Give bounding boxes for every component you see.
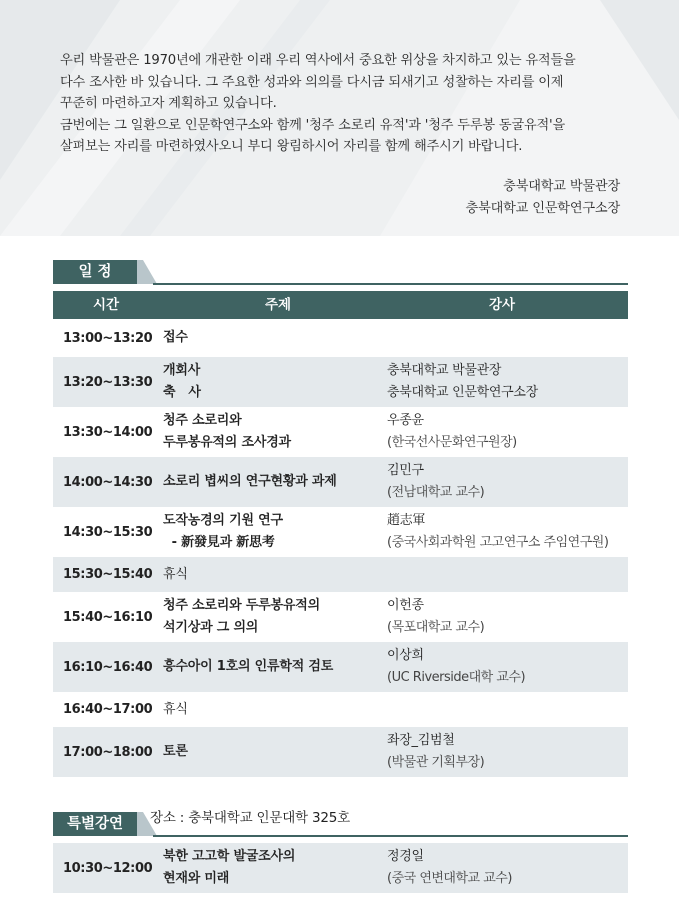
row-speaker — [387, 407, 517, 457]
row-time: 13:00~13:20 — [63, 330, 153, 346]
speaker-line: 충북대학교 인문학연구소장 — [387, 385, 538, 400]
table-row — [53, 319, 628, 357]
topic-line: 휴식 — [163, 701, 188, 717]
header-topic: 주제 — [265, 297, 292, 313]
speaker-affiliation: (박물관 기획부장) — [387, 755, 485, 770]
row-speaker — [387, 843, 512, 893]
row-time: 16:40~17:00 — [63, 702, 153, 717]
row-topic — [163, 507, 283, 557]
schedule-table-header — [53, 291, 628, 319]
topic-line: 석기상과 그 의의 — [163, 620, 259, 635]
schedule-title: 일 정 — [53, 260, 137, 284]
row-time: 17:00~18:00 — [63, 744, 153, 760]
intro-line: 꾸준히 마련하고자 계획하고 있습니다. — [60, 96, 277, 112]
topic-line: 개회사 — [163, 363, 201, 378]
table-row — [53, 557, 628, 592]
speaker-affiliation: (중국사회과학원 고고연구소 주임연구원) — [387, 535, 609, 550]
table-row — [53, 692, 628, 727]
schedule-section-header — [53, 260, 628, 284]
speaker-name: 이헌종 — [387, 598, 424, 613]
special-title: 특별강연 — [53, 812, 137, 836]
venue-text: 장소 : 충북대학교 인문대학 325호 — [150, 810, 350, 826]
row-time: 13:20~13:30 — [63, 374, 153, 390]
row-topic — [163, 319, 188, 357]
intro-line: 다수 조사한 바 있습니다. 그 주요한 성과와 의의를 다시금 되새기고 성찰하는 자리를 이제 — [60, 74, 564, 90]
row-topic — [163, 557, 188, 592]
speaker-name: 趙志軍 — [387, 513, 426, 528]
row-time: 14:30~15:30 — [63, 524, 153, 540]
section-rule — [153, 283, 628, 285]
row-time: 15:40~16:10 — [63, 609, 153, 625]
table-row — [53, 457, 628, 507]
row-topic — [163, 692, 188, 727]
row-topic — [163, 642, 333, 692]
speaker-affiliation: (전남대학교 교수) — [387, 485, 485, 500]
topic-line: 청주 소로리와 — [163, 413, 242, 428]
row-topic — [163, 727, 188, 777]
topic-line: 현재와 미래 — [163, 871, 230, 886]
row-speaker — [387, 727, 484, 777]
speaker-affiliation: (중국 연변대학교 교수) — [387, 871, 512, 886]
row-speaker — [387, 457, 484, 507]
topic-line: 도작농경의 기원 연구 — [163, 513, 283, 528]
intro-panel — [0, 0, 679, 236]
table-row — [53, 642, 628, 692]
table-row — [53, 727, 628, 777]
speaker-affiliation: (목포대학교 교수) — [387, 620, 485, 635]
speaker-name: 정경일 — [387, 849, 424, 864]
section-rule — [153, 835, 628, 837]
speaker-line: 충북대학교 박물관장 — [387, 363, 502, 378]
speaker-affiliation: (UC Riverside대학 교수) — [387, 670, 526, 685]
row-speaker — [387, 507, 608, 557]
speaker-name: 이상희 — [387, 648, 424, 663]
speaker-name: 좌장_김범철 — [387, 733, 455, 748]
intro-line: 금번에는 그 일환으로 인문학연구소와 함께 '청주 소로리 유적'과 '청주 두루봉 동굴유적'을 — [60, 117, 566, 133]
row-time: 13:30~14:00 — [63, 424, 153, 440]
topic-line: 흥수아이 1호의 인류학적 검토 — [163, 659, 334, 674]
row-time: 14:00~14:30 — [63, 474, 153, 490]
topic-line: 북한 고고학 발굴조사의 — [163, 849, 296, 864]
row-time: 15:30~15:40 — [63, 567, 153, 582]
row-time: 10:30~12:00 — [63, 860, 153, 876]
signature-line: 충북대학교 인문학연구소장 — [465, 201, 620, 216]
topic-line: 접수 — [163, 330, 188, 345]
header-speaker: 강사 — [489, 297, 516, 313]
speaker-name: 김민구 — [387, 463, 424, 478]
topic-line: 소로리 볍씨의 연구현황과 과제 — [163, 474, 337, 489]
topic-line: - 新發見과 新思考 — [163, 535, 275, 550]
row-topic — [163, 407, 291, 457]
table-row — [53, 592, 628, 642]
topic-line: 두루봉유적의 조사경과 — [163, 435, 291, 450]
row-time: 16:10~16:40 — [63, 659, 153, 675]
table-row — [53, 843, 628, 893]
table-row — [53, 357, 628, 407]
table-row — [53, 407, 628, 457]
intro-text — [60, 50, 630, 158]
row-topic — [163, 592, 320, 642]
header-time: 시간 — [93, 297, 120, 313]
topic-line: 휴식 — [163, 566, 188, 582]
row-speaker — [387, 592, 484, 642]
signature — [466, 176, 620, 220]
table-row — [53, 507, 628, 557]
signature-line: 충북대학교 박물관장 — [503, 179, 620, 194]
topic-line: 청주 소로리와 두루봉유적의 — [163, 598, 320, 613]
row-topic — [163, 843, 295, 893]
intro-line: 우리 박물관은 1970년에 개관한 이래 우리 역사에서 중요한 위상을 차지하고 있는 유적들을 — [60, 53, 576, 68]
intro-line: 살펴보는 자리를 마련하였사오니 부디 왕림하시어 자리를 함께 해주시기 바랍니다. — [60, 139, 523, 155]
topic-line: 축 사 — [163, 385, 201, 400]
speaker-name: 우종윤 — [387, 413, 424, 428]
row-speaker — [387, 357, 538, 407]
topic-line: 토론 — [163, 744, 188, 759]
row-topic — [163, 457, 337, 507]
speaker-affiliation: (한국선사문화연구원장) — [387, 435, 517, 450]
row-speaker — [387, 642, 525, 692]
row-topic — [163, 357, 201, 407]
